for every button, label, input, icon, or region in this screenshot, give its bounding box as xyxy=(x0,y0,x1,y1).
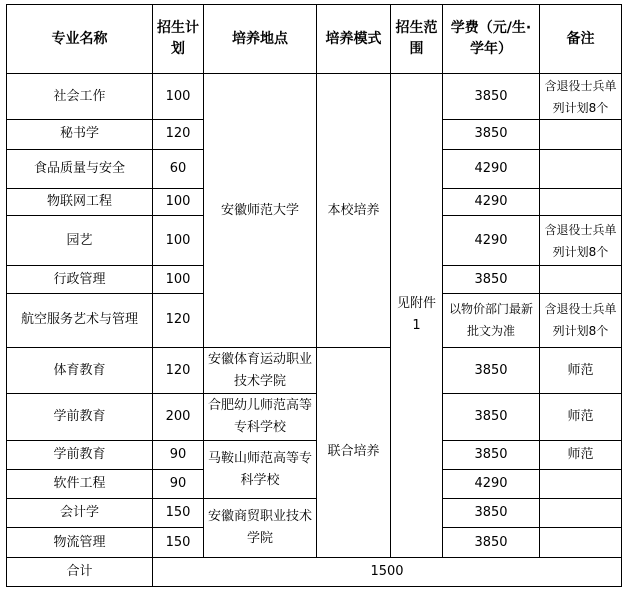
fee-cell: 4290 xyxy=(443,470,540,499)
plan-cell: 120 xyxy=(153,348,204,394)
header-row xyxy=(7,5,622,74)
major-cell: 会计学 xyxy=(7,499,153,528)
fee-cell: 3850 xyxy=(443,499,540,528)
enrollment-table xyxy=(6,4,622,587)
location-cell: 安徽师范大学 xyxy=(204,74,317,348)
major-cell: 物联网工程 xyxy=(7,188,153,215)
note-cell: 师范 xyxy=(540,394,622,440)
location-cell: 安徽商贸职业技术学院 xyxy=(204,499,317,557)
major-cell: 物流管理 xyxy=(7,528,153,557)
plan-cell: 100 xyxy=(153,266,204,293)
total-value: 1500 xyxy=(153,557,622,586)
note-cell xyxy=(540,149,622,188)
note-cell xyxy=(540,188,622,215)
fee-cell: 4290 xyxy=(443,216,540,266)
fee-cell: 3850 xyxy=(443,440,540,469)
note-cell: 含退役士兵单列计划8个 xyxy=(540,216,622,266)
plan-cell: 100 xyxy=(153,188,204,215)
major-cell: 秘书学 xyxy=(7,120,153,149)
table-row xyxy=(7,74,622,120)
major-cell: 航空服务艺术与管理 xyxy=(7,293,153,347)
note-cell: 含退役士兵单列计划8个 xyxy=(540,74,622,120)
location-cell: 马鞍山师范高等专科学校 xyxy=(204,440,317,498)
header-location: 培养地点 xyxy=(204,5,317,74)
header-scope: 招生范围 xyxy=(391,5,443,74)
plan-cell: 120 xyxy=(153,293,204,347)
mode-cell: 本校培养 xyxy=(317,74,391,348)
table-row xyxy=(7,440,622,469)
note-cell: 师范 xyxy=(540,348,622,394)
note-cell xyxy=(540,470,622,499)
fee-cell: 3850 xyxy=(443,74,540,120)
header-fee: 学费（元/生·学年） xyxy=(443,5,540,74)
header-major: 专业名称 xyxy=(7,5,153,74)
major-cell: 行政管理 xyxy=(7,266,153,293)
total-label: 合计 xyxy=(7,557,153,586)
table-row xyxy=(7,499,622,528)
plan-cell: 60 xyxy=(153,149,204,188)
fee-cell: 以物价部门最新批文为准 xyxy=(443,293,540,347)
location-cell: 合肥幼儿师范高等专科学校 xyxy=(204,394,317,440)
major-cell: 食品质量与安全 xyxy=(7,149,153,188)
table-row xyxy=(7,394,622,440)
plan-cell: 120 xyxy=(153,120,204,149)
header-note: 备注 xyxy=(540,5,622,74)
plan-cell: 200 xyxy=(153,394,204,440)
table-row xyxy=(7,348,622,394)
fee-cell: 3850 xyxy=(443,394,540,440)
plan-cell: 100 xyxy=(153,216,204,266)
plan-cell: 150 xyxy=(153,528,204,557)
note-cell xyxy=(540,528,622,557)
plan-cell: 90 xyxy=(153,440,204,469)
fee-cell: 3850 xyxy=(443,266,540,293)
major-cell: 园艺 xyxy=(7,216,153,266)
plan-cell: 90 xyxy=(153,470,204,499)
plan-cell: 150 xyxy=(153,499,204,528)
header-plan: 招生计划 xyxy=(153,5,204,74)
plan-cell: 100 xyxy=(153,74,204,120)
major-cell: 学前教育 xyxy=(7,440,153,469)
major-cell: 体育教育 xyxy=(7,348,153,394)
note-cell: 师范 xyxy=(540,440,622,469)
fee-cell: 3850 xyxy=(443,120,540,149)
fee-cell: 3850 xyxy=(443,528,540,557)
note-cell xyxy=(540,120,622,149)
location-cell: 安徽体育运动职业技术学院 xyxy=(204,348,317,394)
scope-cell: 见附件1 xyxy=(391,74,443,558)
note-cell: 含退役士兵单列计划8个 xyxy=(540,293,622,347)
major-cell: 学前教育 xyxy=(7,394,153,440)
major-cell: 软件工程 xyxy=(7,470,153,499)
note-cell xyxy=(540,499,622,528)
major-cell: 社会工作 xyxy=(7,74,153,120)
total-row xyxy=(7,557,622,586)
fee-cell: 4290 xyxy=(443,149,540,188)
fee-cell: 3850 xyxy=(443,348,540,394)
note-cell xyxy=(540,266,622,293)
fee-cell: 4290 xyxy=(443,188,540,215)
mode-cell: 联合培养 xyxy=(317,348,391,558)
header-mode: 培养模式 xyxy=(317,5,391,74)
